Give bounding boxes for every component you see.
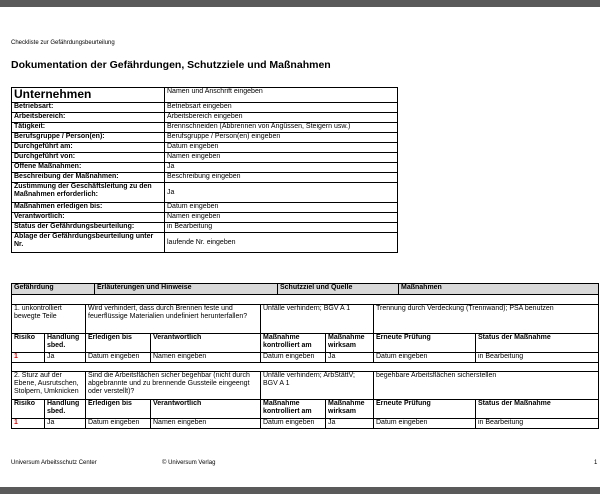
- company-row: [12, 88, 398, 103]
- info-row: [12, 213, 398, 223]
- header-schutzziel: Schutzziel und Quelle: [278, 284, 399, 295]
- info-label: Durchgeführt von:: [12, 153, 165, 163]
- verantwortlich-value[interactable]: Namen eingeben: [151, 353, 261, 363]
- footer-copyright: © Universum Verlag: [162, 460, 216, 466]
- sub-header-wirksam: Maßnahme wirksam: [326, 334, 374, 353]
- hazard-schutzziel[interactable]: Unfälle verhindern; BGV A 1: [261, 305, 374, 334]
- wirksam-value[interactable]: Ja: [326, 353, 374, 363]
- info-value[interactable]: Betriebsart eingeben: [165, 103, 398, 113]
- info-row: [12, 203, 398, 213]
- info-label: Betriebsart:: [12, 103, 165, 113]
- hazard-massnahmen[interactable]: begehbare Arbeitsflächen sicherstellen: [374, 372, 599, 400]
- sub-header-kontrolliert: Maßnahme kontrolliert am: [261, 334, 326, 353]
- wirksam-value[interactable]: Ja: [326, 419, 374, 429]
- hazard-gefaehrdung[interactable]: 1. unkontrolliert bewegte Teile: [12, 305, 86, 334]
- pruefung-value[interactable]: Datum eingeben: [374, 419, 476, 429]
- sub-header-verantwortlich: Verantwortlich: [151, 400, 261, 419]
- info-label: Durchgeführt am:: [12, 143, 165, 153]
- hazard-block-2: [11, 371, 599, 429]
- hazard-header-table: [11, 283, 599, 295]
- info-row: [12, 143, 398, 153]
- info-row: [12, 103, 398, 113]
- hazard-gefaehrdung[interactable]: 2. Sturz auf der Ebene, Ausrutschen, Stolpern, Umknicken: [12, 372, 86, 400]
- hazard-massnahmen[interactable]: Trennung durch Verdeckung (Trennwand); PSA benutzen: [374, 305, 599, 334]
- pruefung-value[interactable]: Datum eingeben: [374, 353, 476, 363]
- erledigen-value[interactable]: Datum eingeben: [86, 419, 151, 429]
- status-value[interactable]: in Bearbeitung: [476, 419, 599, 429]
- hazard-erlaeuterung[interactable]: Wird verhindert, dass durch Brennen feste und feuerflüssige Materialien undefiniert herunterfallen?: [86, 305, 261, 334]
- sub-header-handlung: Handlung sbed.: [45, 334, 86, 353]
- kontrolliert-value[interactable]: Datum eingeben: [261, 419, 326, 429]
- info-label: Arbeitsbereich:: [12, 113, 165, 123]
- sub-header-erledigen: Erledigen bis: [86, 400, 151, 419]
- kontrolliert-value[interactable]: Datum eingeben: [261, 353, 326, 363]
- verantwortlich-value[interactable]: Namen eingeben: [151, 419, 261, 429]
- info-value[interactable]: Namen eingeben: [165, 153, 398, 163]
- info-value[interactable]: Arbeitsbereich eingeben: [165, 113, 398, 123]
- company-label: Unternehmen: [12, 88, 165, 103]
- info-value[interactable]: laufende Nr. eingeben: [165, 233, 398, 253]
- header-massnahmen: Maßnahmen: [399, 284, 599, 295]
- info-label: Tätigkeit:: [12, 123, 165, 133]
- measure-row: [12, 353, 599, 363]
- hazard-erlaeuterung[interactable]: Sind die Arbeitsflächen sicher begehbar (nicht durch abgebrannte und zu brennende Gussteile eingeengt oder verstellt)?: [86, 372, 261, 400]
- hazard-block-1: [11, 304, 599, 363]
- document-page: [0, 7, 600, 487]
- info-value[interactable]: Namen eingeben: [165, 213, 398, 223]
- sub-header-erledigen: Erledigen bis: [86, 334, 151, 353]
- sub-header-kontrolliert: Maßnahme kontrolliert am: [261, 400, 326, 419]
- sub-header-handlung: Handlung sbed.: [45, 400, 86, 419]
- info-label: Offene Maßnahmen:: [12, 163, 165, 173]
- hazard-schutzziel[interactable]: Unfälle verhindern; ArbStättV; BGV A 1: [261, 372, 374, 400]
- sub-header-status: Status der Maßnahme: [476, 400, 599, 419]
- sub-header-pruefung: Erneute Prüfung: [374, 334, 476, 353]
- handlung-value[interactable]: Ja: [45, 353, 86, 363]
- document-title: Dokumentation der Gefährdungen, Schutzziele und Maßnahmen: [11, 59, 331, 71]
- info-row: [12, 233, 398, 253]
- header-gefaehrdung: Gefährdung: [12, 284, 95, 295]
- info-row: [12, 153, 398, 163]
- company-info-table: [11, 87, 398, 253]
- measure-header-row: [12, 400, 599, 419]
- risk-value[interactable]: 1: [12, 353, 45, 363]
- sub-header-pruefung: Erneute Prüfung: [374, 400, 476, 419]
- spacer: [11, 362, 599, 371]
- info-label: Beschreibung der Maßnahmen:: [12, 173, 165, 183]
- info-value[interactable]: Datum eingeben: [165, 143, 398, 153]
- info-value[interactable]: Beschreibung eingeben: [165, 173, 398, 183]
- sub-header-status: Status der Maßnahme: [476, 334, 599, 353]
- spacer: [11, 295, 599, 304]
- info-label: Berufsgruppe / Person(en):: [12, 133, 165, 143]
- sub-header-risiko: Risiko: [12, 400, 45, 419]
- header-erlaeuterungen: Erläuterungen und Hinweise: [95, 284, 278, 295]
- hazard-header-row: [12, 284, 599, 295]
- info-label: Ablage der Gefährdungsbeurteilung unter Nr.: [12, 233, 165, 253]
- info-row: [12, 163, 398, 173]
- page-number: 1: [594, 460, 598, 466]
- info-row: [12, 223, 398, 233]
- info-row: [12, 113, 398, 123]
- risk-value[interactable]: 1: [12, 419, 45, 429]
- info-value[interactable]: Ja: [165, 163, 398, 173]
- sub-header-wirksam: Maßnahme wirksam: [326, 400, 374, 419]
- info-value[interactable]: Datum eingeben: [165, 203, 398, 213]
- erledigen-value[interactable]: Datum eingeben: [86, 353, 151, 363]
- info-row: [12, 133, 398, 143]
- sub-header-risiko: Risiko: [12, 334, 45, 353]
- info-value[interactable]: Berufsgruppe / Person(en) eingeben: [165, 133, 398, 143]
- info-row: [12, 123, 398, 133]
- info-label: Zustimmung der Geschäftsleitung zu den Maßnahmen erforderlich:: [12, 183, 165, 203]
- footer-publisher: Universum Arbeitsschutz Center: [11, 460, 97, 466]
- info-row: [12, 183, 398, 203]
- info-label: Verantwortlich:: [12, 213, 165, 223]
- measure-header-row: [12, 334, 599, 353]
- sub-header-verantwortlich: Verantwortlich: [151, 334, 261, 353]
- info-row: [12, 173, 398, 183]
- info-value[interactable]: Ja: [165, 183, 398, 203]
- hazard-row: [12, 372, 599, 400]
- checklist-label: Checkliste zur Gefährdungsbeurteilung: [11, 40, 115, 46]
- info-value[interactable]: Brennschneiden (Abbrennen von Angüssen, Steigern usw.): [165, 123, 398, 133]
- hazard-row: [12, 305, 599, 334]
- status-value[interactable]: in Bearbeitung: [476, 353, 599, 363]
- info-label: Status der Gefährdungsbeurteilung:: [12, 223, 165, 233]
- info-label: Maßnahmen erledigen bis:: [12, 203, 165, 213]
- info-value[interactable]: in Bearbeitung: [165, 223, 398, 233]
- handlung-value[interactable]: Ja: [45, 419, 86, 429]
- measure-row: [12, 419, 599, 429]
- company-value[interactable]: Namen und Anschrift eingeben: [165, 88, 398, 103]
